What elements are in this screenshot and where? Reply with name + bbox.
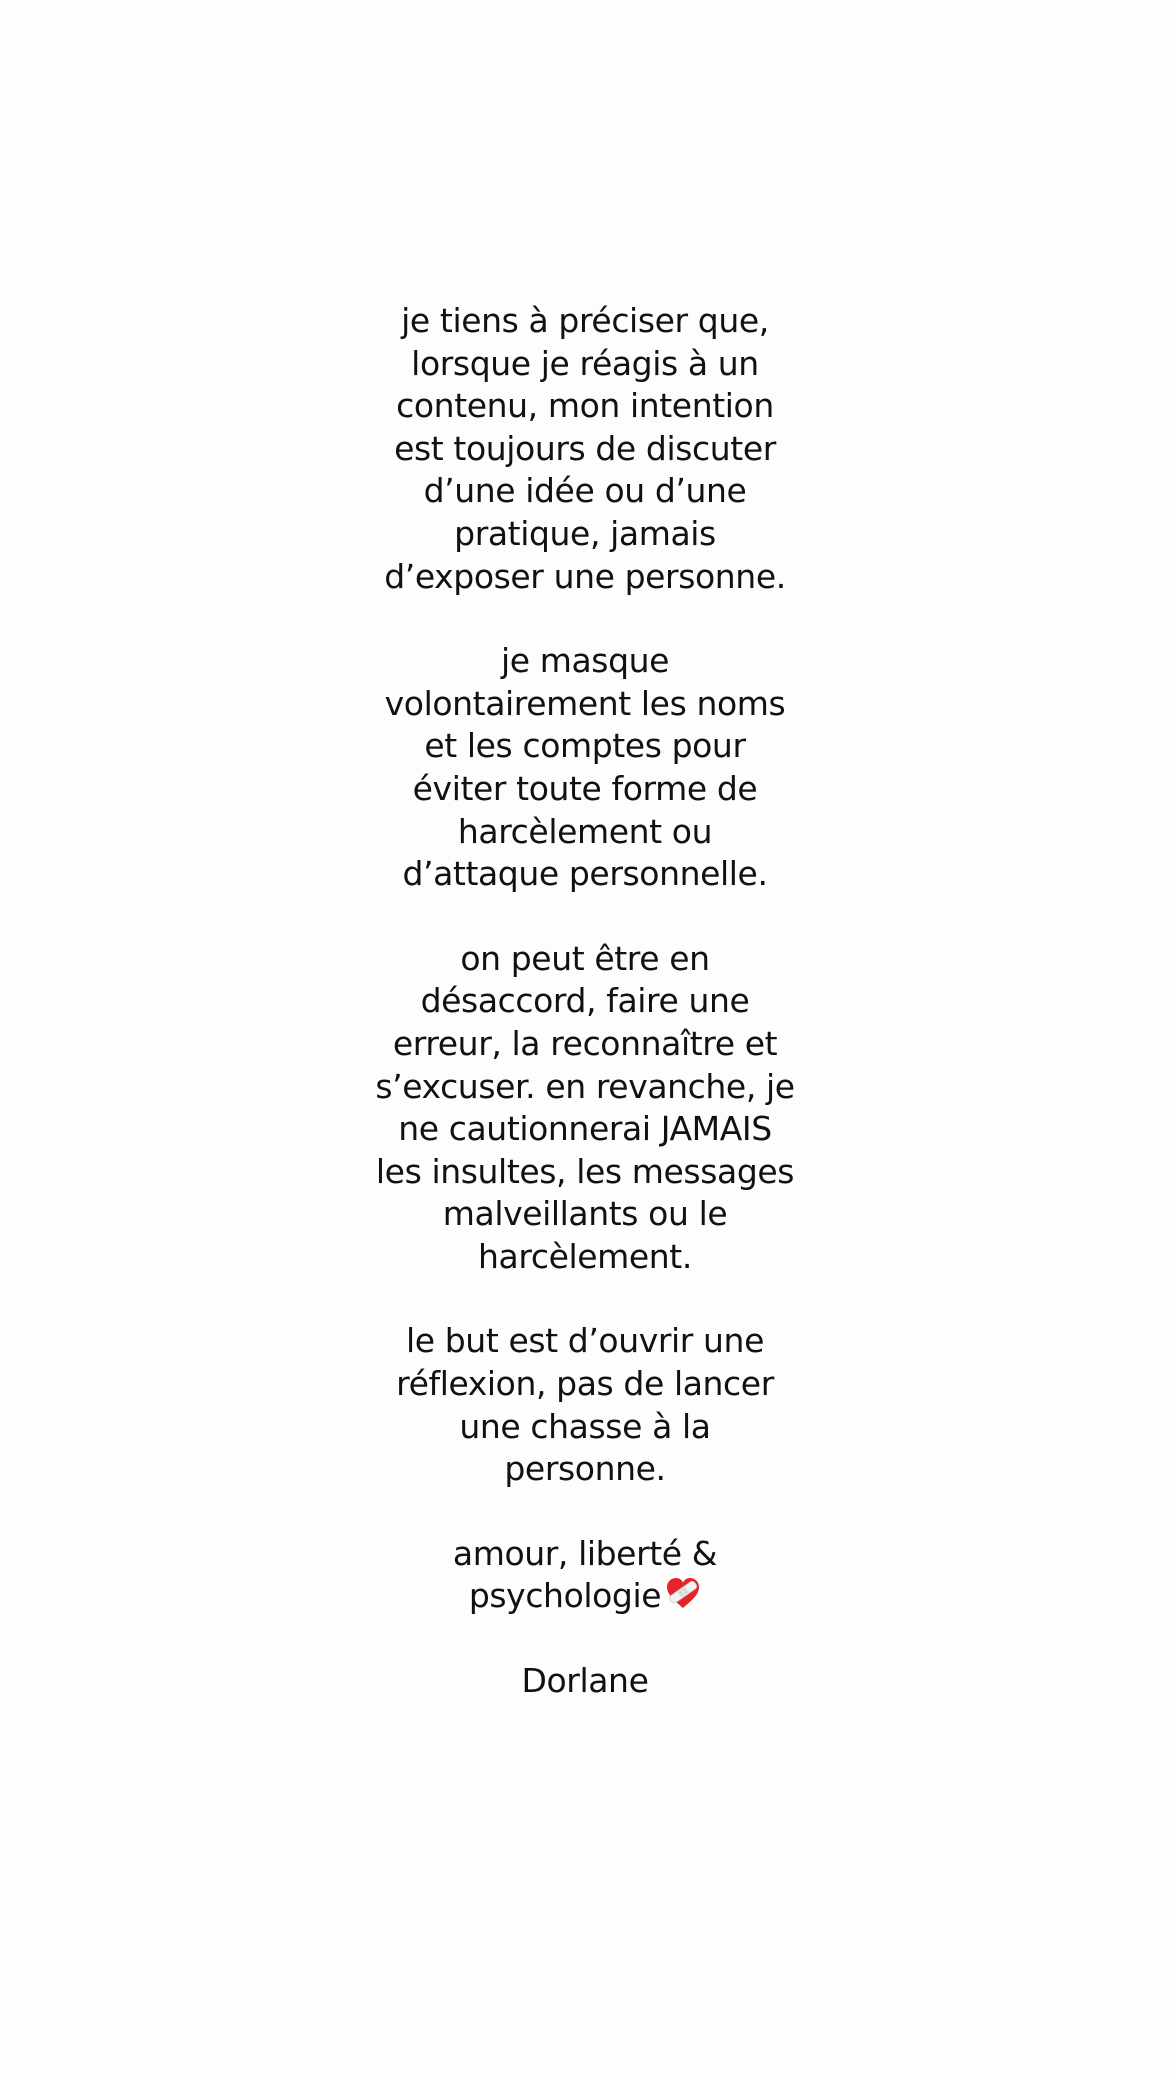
text-line: ne cautionnerai JAMAIS <box>398 1109 772 1149</box>
paragraph-closing <box>0 1533 1170 1618</box>
signature-text: Dorlane <box>521 1661 649 1701</box>
text-line: une chasse à la <box>459 1406 711 1446</box>
paragraph-purpose <box>0 1320 1170 1490</box>
text-line: malveillants ou le <box>442 1194 728 1234</box>
text-line: le but est d’ouvrir une <box>406 1321 764 1361</box>
text-line: et les comptes pour <box>424 726 746 766</box>
paragraph-signature <box>0 1660 1170 1703</box>
text-line: amour, liberté & <box>452 1533 718 1573</box>
text-line: je tiens à préciser que, <box>401 301 769 340</box>
text-line: est toujours de discuter <box>394 428 776 468</box>
text-line-with-heart <box>0 1575 1170 1618</box>
text-line: d’une idée ou d’une <box>423 471 747 511</box>
text-line: les insultes, les messages <box>375 1151 795 1191</box>
paragraph-intention <box>0 300 1170 598</box>
text-line: je masque <box>500 641 670 681</box>
text-line: désaccord, faire une <box>420 981 750 1021</box>
text-line: lorsque je réagis à un <box>411 343 759 383</box>
text-line: personne. <box>504 1449 666 1489</box>
paragraph-disagreement <box>0 938 1170 1279</box>
text-line: réflexion, pas de lancer <box>396 1364 774 1404</box>
mending-heart-icon <box>665 1576 701 1612</box>
text-line: contenu, mon intention <box>396 386 774 426</box>
paragraph-masking <box>0 640 1170 896</box>
text-line: pratique, jamais <box>454 513 716 553</box>
text-line: d’attaque personnelle. <box>402 854 768 894</box>
text-line: éviter toute forme de <box>412 768 758 808</box>
text-line: harcèlement ou <box>457 811 713 851</box>
story-text-block <box>0 300 1170 1703</box>
text-line: d’exposer une personne. <box>384 556 786 596</box>
text-line: psychologie <box>468 1576 662 1616</box>
text-line: on peut être en <box>460 938 710 978</box>
text-line: harcèlement. <box>478 1236 692 1276</box>
text-line: volontairement les noms <box>384 683 786 723</box>
text-line: s’excuser. en revanche, je <box>375 1066 795 1106</box>
text-line: erreur, la reconnaître et <box>392 1023 778 1063</box>
